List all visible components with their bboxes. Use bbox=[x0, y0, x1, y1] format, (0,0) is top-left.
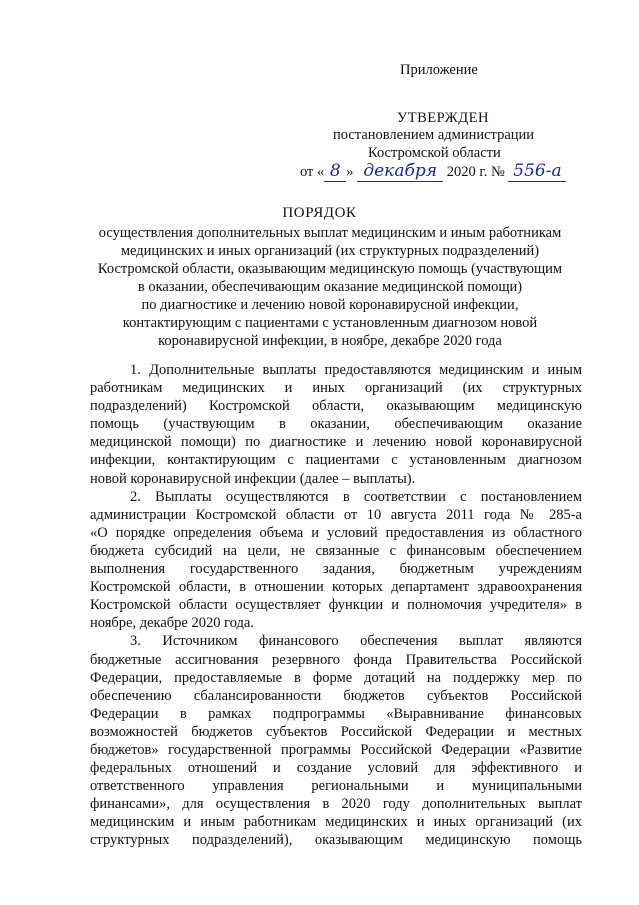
body-line: 2. Выплаты осуществляются в соответствии с постановлением bbox=[130, 488, 582, 505]
body-line: «О порядке определения объема и условий предоставления из областного bbox=[90, 524, 582, 541]
body-line: возможностей бюджетов субъектов Российской Федерации и местных bbox=[90, 723, 582, 740]
body-line: инфекции, контактирующим с пациентами с установленным диагнозом bbox=[90, 452, 582, 469]
subtitle-line: осуществления дополнительных выплат медицинским и иным работникам bbox=[98, 225, 562, 241]
body-line: бюджетов» государственной программы Российской Федерации «Развитие bbox=[90, 741, 582, 758]
body-line: бюджетные ассигнования резервного фонда Правительства Российской bbox=[90, 651, 582, 668]
subtitle-line: по диагностике и лечению новой коронавирусной инфекции, bbox=[141, 297, 519, 313]
body-line: медицинским и иным работникам медицинских и иных организаций (их bbox=[90, 814, 582, 831]
decree-label: постановлением администрации bbox=[333, 127, 535, 143]
date-day-handwritten: 8 bbox=[324, 161, 346, 182]
body-line: финансами», для осуществления в 2020 году дополнительных выплат bbox=[90, 796, 582, 813]
date-year: 2020 г. № bbox=[446, 164, 505, 180]
body-line: Костромской области, в отношении которых департамент здравоохранения bbox=[90, 579, 582, 596]
decree-number-handwritten: 556-а bbox=[508, 161, 566, 182]
document-body bbox=[90, 361, 582, 850]
subtitle-line: контактирующим с пациентами с установленным диагнозом новой bbox=[122, 315, 538, 331]
date-month-handwritten: декабря bbox=[357, 161, 443, 182]
appendix-label: Приложение bbox=[400, 62, 478, 78]
body-line: новой коронавирусной инфекции (далее – выплаты). bbox=[90, 470, 416, 487]
subtitle-line: медицинских и иных организаций (их структурных подразделений) bbox=[120, 243, 540, 259]
body-line: 1. Дополнительные выплаты предоставляются медицинским и иным bbox=[130, 362, 582, 378]
subtitle-line: Костромской области, оказывающим медицинскую помощь (участвующим bbox=[97, 261, 563, 277]
body-line: работникам медицинских и иных организаций (их структурных bbox=[90, 380, 582, 397]
date-quote-close: » bbox=[346, 164, 354, 180]
decree-date-line bbox=[300, 161, 566, 182]
body-line: Костромской области осуществляет функции и полномочия учредителя» в bbox=[90, 597, 582, 614]
date-prefix: от « bbox=[300, 164, 325, 180]
subtitle-line: в оказании, обеспечивающим оказание медицинской помощи) bbox=[137, 279, 523, 295]
body-line: ответственного управления региональными и муниципальными bbox=[90, 778, 582, 795]
body-line: ноябре, декабре 2020 года. bbox=[90, 615, 254, 632]
body-line: 3. Источником финансового обеспечения выплат являются bbox=[130, 633, 582, 650]
body-line: бюджета субсидий на цели, не связанные с финансовым обеспечением bbox=[90, 542, 582, 559]
body-line: структурных подразделений), оказывающим медицинскую помощь bbox=[90, 832, 582, 849]
subtitle-line: коронавирусной инфекции, в ноябре, декабре 2020 года bbox=[158, 333, 502, 349]
body-line: Федерации в рамках подпрограммы «Выравнивание финансовых bbox=[90, 705, 582, 722]
body-line: выполнения государственного задания, бюджетным учреждениям bbox=[90, 561, 582, 578]
region-label: Костромской области bbox=[368, 145, 501, 161]
body-line: администрации Костромской области от 10 августа 2011 года № 285-а bbox=[90, 506, 582, 523]
body-line: помощь (участвующим в оказании, обеспечивающим оказание bbox=[90, 416, 582, 433]
body-line: подразделений) Костромской области, оказывающим медицинскую bbox=[90, 398, 582, 415]
document-subtitle bbox=[80, 224, 580, 350]
body-line: медицинской помощи) по диагностике и лечению новой коронавирусной bbox=[90, 434, 582, 451]
body-line: Федерации, предоставляемые в форме дотаций на поддержку мер по bbox=[90, 669, 582, 686]
document-title: ПОРЯДОК bbox=[282, 205, 357, 221]
body-line: федеральных отношений и создание условий для эффективного и bbox=[90, 760, 582, 777]
approved-label: УТВЕРЖДЕН bbox=[397, 110, 489, 126]
body-line: обеспечению сбалансированности бюджетов субъектов Российской bbox=[90, 687, 582, 704]
